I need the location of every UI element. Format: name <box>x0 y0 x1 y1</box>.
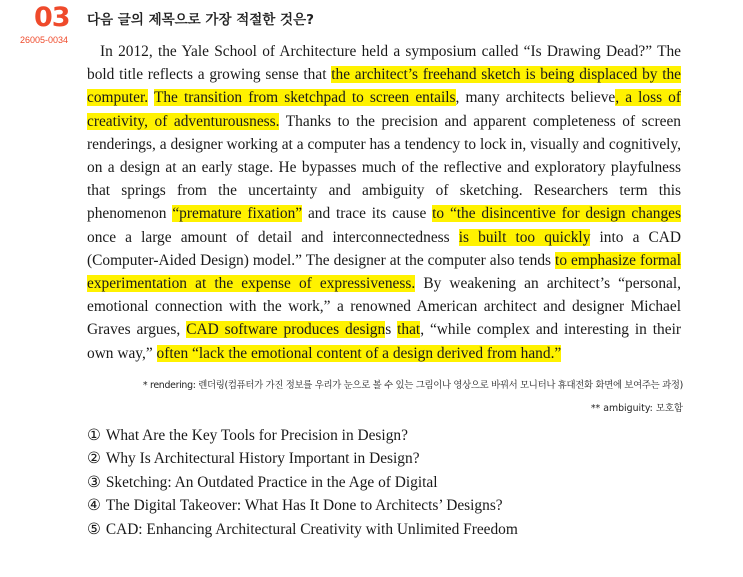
option-text: What Are the Key Tools for Precision in Design? <box>105 427 408 444</box>
question-number: 03 <box>34 2 70 33</box>
question-title: 다음 글의 제목으로 가장 적절한 것은? <box>87 12 314 28</box>
passage-segment: once a large amount of detail and interconnectedness <box>87 228 459 246</box>
answer-option[interactable] <box>87 518 518 541</box>
passage-text <box>87 40 681 365</box>
option-number: ② <box>87 450 101 468</box>
option-text: Why Is Architectural History Important in Design? <box>105 450 420 468</box>
footnote-ambiguity: ** ambiguity: 모호함 <box>590 403 683 414</box>
passage-segment: s <box>385 321 398 339</box>
highlighted-text: The transition from sketchpad to screen entails <box>153 89 456 107</box>
highlighted-text: is built too quickly <box>458 228 591 246</box>
highlighted-text: “premature fixation” <box>172 205 303 223</box>
passage-segment: By weakening an architect’s “personal, emotional connection with the work,” a renowned American architect and designer Michael Graves argues, <box>87 275 681 339</box>
answer-option[interactable] <box>87 447 518 470</box>
highlighted-text: that <box>397 321 421 339</box>
highlighted-text: to emphasize formal experimentation at the expense of expressiveness. <box>87 251 681 293</box>
answer-option[interactable] <box>87 494 518 517</box>
answer-option[interactable] <box>87 471 518 494</box>
highlighted-text: , a loss of creativity, of adventurousness. <box>87 89 681 130</box>
option-text: The Digital Takeover: What Has It Done to Architects’ Designs? <box>105 497 503 515</box>
option-number: ③ <box>87 473 101 491</box>
option-text: Sketching: An Outdated Practice in the Age of Digital <box>105 473 438 491</box>
passage-segment: , “while complex and interesting in their own way,” <box>87 321 681 362</box>
option-number: ① <box>87 427 101 444</box>
highlighted-text: the architect’s freehand sketch is being displaced by the computer. <box>87 66 681 107</box>
passage-segment: into a CAD (Computer-Aided Design) model.” The designer at the computer also tends <box>87 228 682 269</box>
passage-segment: Thanks to the precision and apparent completeness of screen renderings, a designer working at a computer has a tendency to lock in, visually and cognitively, on a design at an early stage. He bypasses much of the reflective and exploratory playfulness that springs from the uncertainty and ambiguity of sketching. Researchers term this phenomenon <box>87 112 681 223</box>
option-text: CAD: Enhancing Architectural Creativity with Unlimited Freedom <box>105 520 518 538</box>
passage-segment: In 2012, the Yale School of Architecture held a symposium called “Is Drawing Dead?” The bold title reflects a growing sense that <box>87 43 681 84</box>
passage-segment: and trace its cause <box>302 205 433 223</box>
highlighted-text: CAD software produces design <box>186 321 386 339</box>
option-number: ④ <box>87 497 101 515</box>
answer-option[interactable] <box>87 424 518 447</box>
question-code: 26005-0034 <box>20 35 69 45</box>
highlighted-text: to “the disincentive for design changes <box>432 205 681 223</box>
option-number: ⑤ <box>87 520 101 538</box>
passage-segment: , many architects believe <box>455 89 616 107</box>
highlighted-text: often “lack the emotional content of a design derived from hand.” <box>156 344 562 362</box>
answer-options <box>87 424 518 541</box>
footnote-rendering: * rendering: 렌더링(컴퓨터가 가진 정보를 우리가 눈으로 볼 수 있는 그림이나 영상으로 바꿔서 모니터나 휴대전화 화면에 보여주는 과정) <box>142 380 683 391</box>
